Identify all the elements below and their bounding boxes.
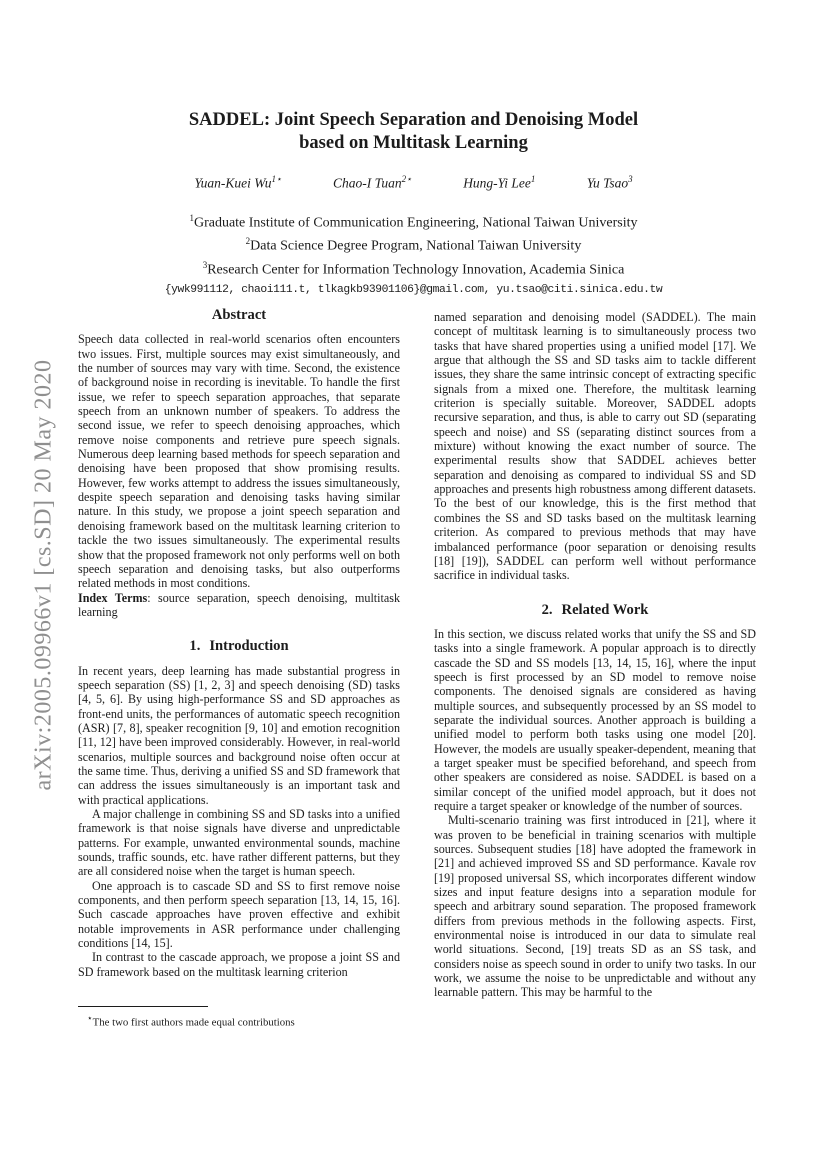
footnote-body: The two first authors made equal contributions [92, 1016, 295, 1029]
author-affil-marker: 1⋆ [271, 174, 282, 184]
paragraph: In this section, we discuss related works that unify the SS and SD tasks into a single framework. A popular approach is to directly cascade the SD and SS models [13, 14, 15, 16], where the input speech is first processed by an SD model to remove noise components. The denoised signals are considered as having multiple sources, and subsequently processed by an SS model to separate the individual sources. Another approach is building a unified model to perform both tasks using one model [20]. However, the models are usually speaker-dependent, meaning that a target speaker must be specified beforehand, and speech from other speakers are considered as noise. SADDEL is based on a similar concept of the unified model approach, but it does not require a target speaker or knowledge of the number of sources. [434, 626, 756, 813]
author-name: Chao-I Tuan [333, 175, 402, 191]
footnote-text [78, 1012, 400, 1030]
section-number: 2. [541, 601, 553, 618]
paper-title [0, 0, 827, 155]
affiliation-text: Research Center for Information Technology Innovation, Academia Sinica [207, 262, 625, 278]
index-terms-list: : source separation, speech denoising, multitask learning [78, 590, 401, 619]
affiliation-text: Data Science Degree Program, National Taiwan University [250, 238, 582, 254]
author-name: Hung-Yi Lee [463, 175, 531, 191]
right-column [434, 310, 756, 1000]
footnote [78, 1006, 400, 1030]
author-name: Yu Tsao [586, 175, 629, 191]
affiliation [0, 232, 827, 256]
author [463, 174, 535, 192]
index-terms [78, 591, 400, 620]
paragraph: named separation and denoising model (SADDEL). The main concept of multitask learning is to simultaneously process two tasks that have shared properties using a unified model [17]. We argue that although the SS and SD tasks aim to tackle different issues, they share the same intrinsic concept of extracting specific signals from a mixed one. Therefore, the multitask learning criterion is specially suitable. Moreover, SADDEL adopts recursive separation, and thus, is able to carry out SD (separating speech and noise) and SS (separating distinct sources from a mixture) without knowing the exact number of source. The experimental results show that SADDEL achieves better separation and denoising as compared to individual SS and SD approaches and presents high robustness among different datasets. To the best of our knowledge, this is the first method that combines the SS and SD tasks based on the multitask learning criterion. As compared to previous methods that may have imbalanced performance (poor separation or denoising results [18] [19]), SADDEL can perform well without performance sacrifice in individual tasks. [434, 310, 756, 583]
paragraph: In contrast to the cascade approach, we propose a joint SS and SD framework based on the multitask learning criterion [78, 950, 400, 979]
affiliation-marker: 2 [245, 236, 251, 247]
affiliation [0, 209, 827, 233]
paragraph: A major challenge in combining SS and SD tasks into a unified framework is that noise signals have diverse and unpredictable patterns. For example, unwanted environmental sounds, machine sounds, traffic sounds, etc. have rather different patterns, but they are all considered noise when the target is human speech. [78, 807, 400, 879]
paragraph: Multi-scenario training was first introduced in [21], where it was proven to be beneficial in training scenarios with multiple sources. Subsequent studies [18] have adopted the framework in [21] and achieved improved SS and SD performance. Kavale rov [19] proposed universal SS, which incorporates different window sizes and input feature designs into a separation module for speech and arbitrary sound separation. The proposed framework differs from previous methods in the following aspects. First, environmental noise is introduced in our data to simulate real world situations. Second, [19] treats SD as an SS task, and considers noise as speech sound in order to unify two tasks. In our work, we assume the noise to be unpredictable and without any learnable pattern. This may be harmful to the [434, 813, 756, 1000]
author [333, 174, 412, 192]
author [587, 174, 633, 192]
paragraph: One approach is to cascade SD and SS to first remove noise components, and then perform speech separation [13, 14, 15, 16]. Such cascade approaches have proven effective and exhibit notable improvements in ASR performance under challenging conditions [14, 15]. [78, 878, 400, 951]
affiliation-marker: 1 [189, 212, 194, 223]
left-column [78, 308, 400, 979]
affiliation-list [0, 209, 827, 280]
affiliation-text: Graduate Institute of Communication Engineering, National Taiwan University [193, 215, 638, 231]
author-name: Yuan-Kuei Wu [194, 175, 272, 191]
author-list [0, 174, 827, 192]
abstract-text: Speech data collected in real-world scenarios often encounters two issues. First, multiple sources may exist simultaneously, and the number of sources may vary with time. Second, the existence of background noise in recording is inevitable. To handle the first issue, we refer to speech separation approaches, that separate speech from an unknown number of speakers. To address the second issue, we refer to speech denoising approaches, which remove noise components and retrieve pure speech signals. Numerous deep learning based methods for speech separation and denoising have been proposed that show promising results. However, few works attempt to address the issues simultaneously, despite speech separation and denoising tasks having similar nature. In this study, we propose a joint speech separation and denoising framework based on the multitask learning criterion to tackle the two issues simultaneously. The experimental results show that the proposed framework not only performs well on both speech separation and denoising tasks, but also outperforms related methods in most conditions. [78, 332, 400, 591]
paper-header [0, 0, 827, 296]
paragraph: In recent years, deep learning has made substantial progress in speech separation (SS) [1, 2, 3] and speech denoising (SD) tasks [4, 5, 6]. By using high-performance SS and SD approaches as front-end units, the performances of automatic speech recognition (ASR) [7, 8], speaker recognition [9, 10] and emotion recognition [11, 12] have been improved considerably. However, in real-world scenarios, multiple sources and background noise often occur at the same time. Thus, deriving a unified SS and SD framework that can address the issues simultaneously is an important task and with practical applications. [78, 663, 400, 807]
author-affil-marker: 1 [530, 174, 536, 184]
author-affil-marker: 2⋆ [401, 174, 412, 184]
affiliation [0, 256, 827, 280]
author-emails: {ywk991112, chaoi111.t, tlkagkb93901106}@gmail.com, yu.tsao@citi.sinica.edu.tw [164, 284, 663, 297]
paper-title-line1: SADDEL: Joint Speech Separation and Denoising Model [188, 110, 639, 130]
section-number: 1. [189, 638, 201, 655]
section-title: Related Work [561, 601, 649, 618]
author-affil-marker: 3 [628, 174, 633, 184]
footnote-marker: ⋆ [87, 1013, 93, 1023]
index-terms-label: Index Terms [78, 590, 148, 605]
author [194, 174, 281, 192]
abstract-heading: Abstract [211, 307, 267, 323]
section-heading-related-work [434, 603, 756, 617]
footnote-rule [78, 1006, 208, 1007]
paper-title-line2: based on Multitask Learning [299, 133, 528, 153]
section-title: Introduction [209, 638, 289, 655]
section-heading-introduction [78, 639, 400, 653]
arxiv-watermark: arXiv:2005.09966v1 [cs.SD] 20 May 2020 [30, 359, 57, 791]
affiliation-marker: 3 [202, 259, 208, 270]
